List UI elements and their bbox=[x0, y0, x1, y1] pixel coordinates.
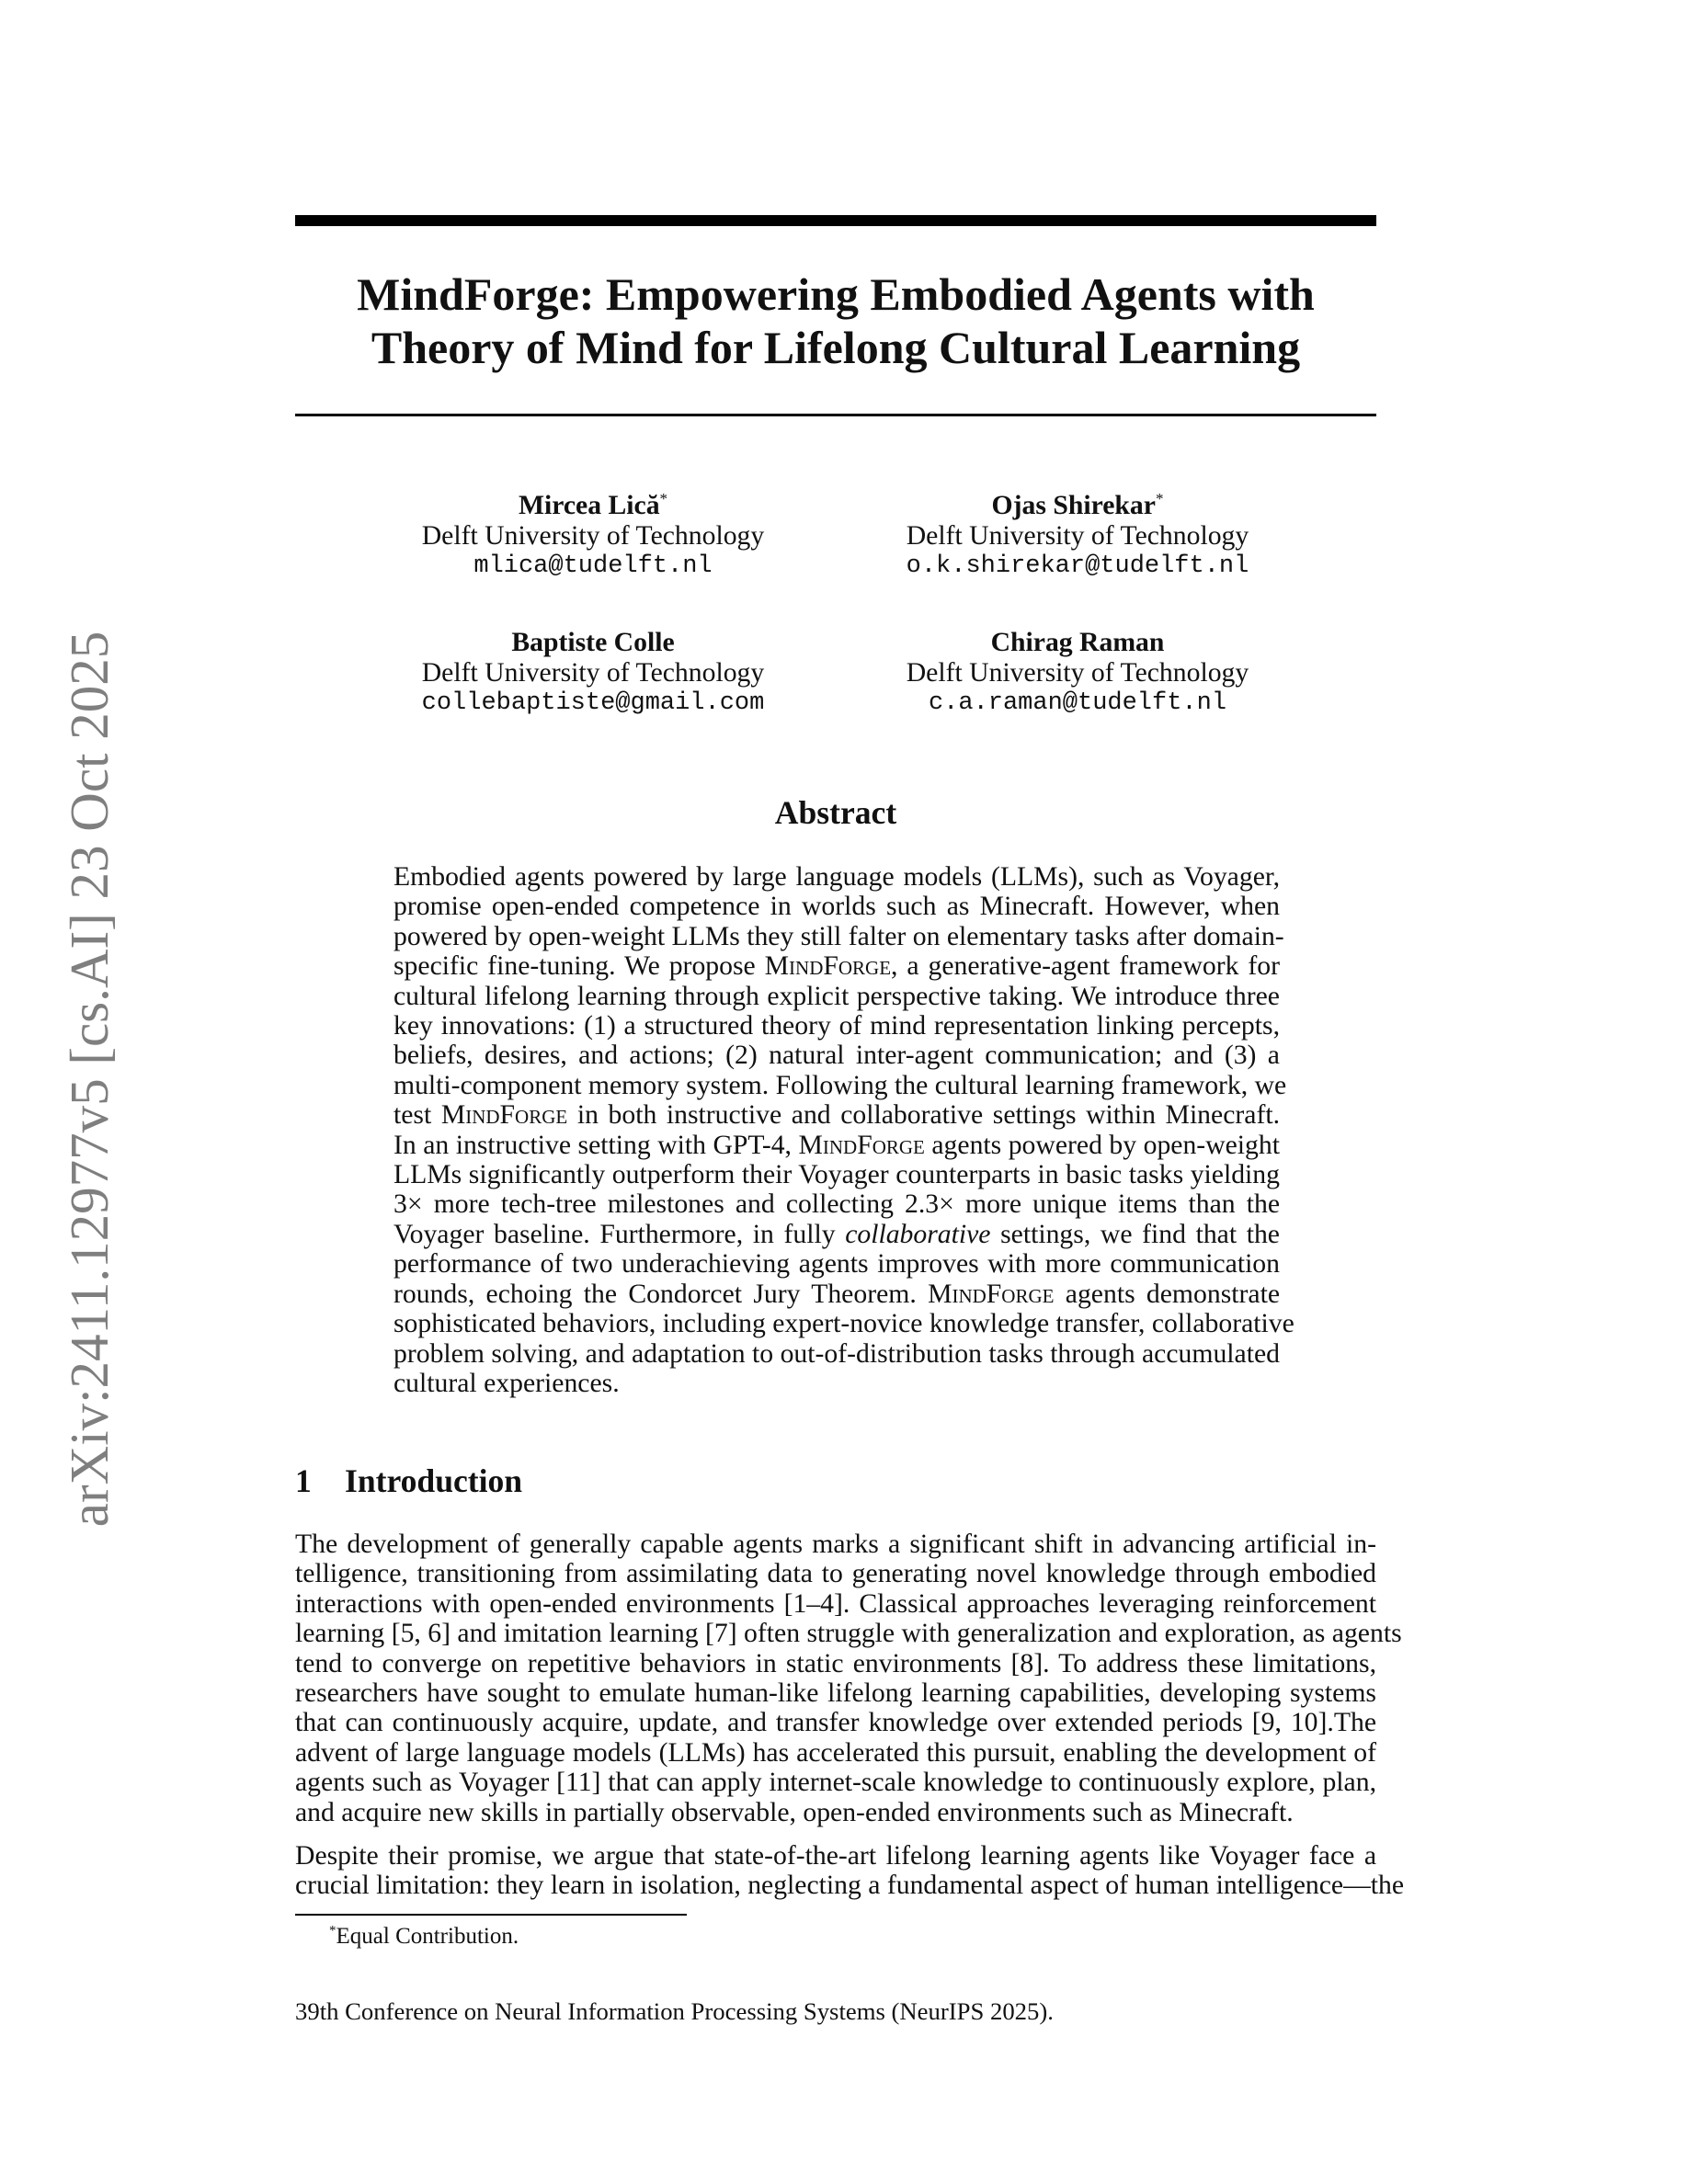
text-line: tend to converge on repetitive behaviors in static environments [8]. To address these limitations, bbox=[295, 1648, 1376, 1678]
text-line: that can continuously acquire, update, and transfer knowledge over extended periods [9, 10].The bbox=[295, 1708, 1376, 1738]
section-title: Introduction bbox=[345, 1462, 523, 1499]
text-line: learning [5, 6] and imitation learning [7] often struggle with generalization and exploration, as agents bbox=[295, 1619, 1402, 1649]
author-email[interactable]: o.k.shirekar@tudelft.nl bbox=[906, 552, 1249, 580]
text-line: powered by open-weight LLMs they still falter on elementary tasks after domain- bbox=[393, 921, 1284, 951]
text-line: key innovations: (1) a structured theory of mind representation linking percepts, bbox=[393, 1011, 1280, 1041]
footnote bbox=[329, 1924, 519, 1950]
text-line: telligence, transitioning from assimilating data to generating novel knowledge through embodied bbox=[295, 1559, 1376, 1589]
text-line: and acquire new skills in partially observable, open-ended environments such as Minecraft. bbox=[295, 1797, 1294, 1827]
arxiv-side-stamp: arXiv:2411.12977v5 [cs.AI] 23 Oct 2025 bbox=[59, 631, 120, 1528]
text-line: performance of two underachieving agents improves with more communication bbox=[393, 1249, 1280, 1280]
intro-paragraph-2 bbox=[295, 1841, 1405, 1901]
abstract-body bbox=[393, 862, 1295, 1398]
footnote-rule bbox=[295, 1914, 687, 1916]
author-affiliation: Delft University of Technology bbox=[906, 658, 1249, 688]
author-name bbox=[838, 491, 1317, 521]
text-line: researchers have sought to emulate human-like lifelong learning capabilities, developing systems bbox=[295, 1678, 1376, 1709]
author-name: Baptiste Colle bbox=[511, 628, 675, 657]
author-block bbox=[838, 628, 1317, 719]
conference-notice: 39th Conference on Neural Information Processing Systems (NeurIPS 2025). bbox=[295, 1997, 1054, 2025]
section-number: 1 bbox=[295, 1462, 312, 1499]
intro-paragraph-1 bbox=[295, 1530, 1402, 1827]
footnote-text: Equal Contribution. bbox=[336, 1924, 519, 1949]
author-name-text: Ojas Shirekar bbox=[991, 491, 1156, 520]
abstract-heading: Abstract bbox=[774, 794, 897, 831]
text-line: agents such as Voyager [11] that can apply internet-scale knowledge to continuously explore, plan, bbox=[295, 1768, 1376, 1798]
author-name-text: Mircea Lică bbox=[518, 491, 660, 520]
text-line: specific fine-tuning. We propose MindForge, a generative-agent framework for bbox=[393, 951, 1280, 982]
author-block bbox=[354, 491, 832, 582]
text-line: Embodied agents powered by large language models (LLMs), such as Voyager, bbox=[393, 862, 1280, 892]
title-top-rule bbox=[295, 215, 1376, 226]
text-line: Despite their promise, we argue that state-of-the-art lifelong learning agents like Voyager face a bbox=[295, 1841, 1376, 1871]
author-name bbox=[354, 491, 832, 521]
text-line: sophisticated behaviors, including expert-novice knowledge transfer, collaborative bbox=[393, 1309, 1295, 1339]
text-line: cultural experiences. bbox=[393, 1368, 620, 1398]
text-line: test MindForge in both instructive and collaborative settings within Minecraft. bbox=[393, 1100, 1281, 1131]
text-line: The development of generally capable agents marks a significant shift in advancing artificial in- bbox=[295, 1530, 1376, 1559]
text-line: 3× more tech-tree milestones and collecting 2.3× more unique items than the bbox=[393, 1189, 1280, 1220]
text-line: beliefs, desires, and actions; (2) natural inter-agent communication; and (3) a bbox=[393, 1041, 1280, 1071]
title-line-1: MindForge: Empowering Embodied Agents with bbox=[357, 268, 1315, 320]
text-line: promise open-ended competence in worlds such as Minecraft. However, when bbox=[393, 892, 1280, 922]
text-line: advent of large language models (LLMs) has accelerated this pursuit, enabling the development of bbox=[295, 1737, 1376, 1768]
text-line: In an instructive setting with GPT-4, MindForge agents powered by open-weight bbox=[393, 1130, 1280, 1160]
title-bottom-rule bbox=[295, 414, 1376, 416]
text-line: rounds, echoing the Condorcet Jury Theorem. MindForge agents demonstrate bbox=[393, 1279, 1281, 1309]
paper-title bbox=[295, 267, 1376, 374]
equal-contribution-mark: * bbox=[1155, 490, 1164, 508]
text-line: LLMs significantly outperform their Voyager counterparts in basic tasks yielding bbox=[393, 1160, 1280, 1190]
section-heading-introduction bbox=[295, 1464, 522, 1497]
text-line: cultural lifelong learning through explicit perspective taking. We introduce three bbox=[393, 981, 1280, 1011]
author-email[interactable]: collebaptiste@gmail.com bbox=[421, 689, 765, 717]
author-email[interactable]: c.a.raman@tudelft.nl bbox=[928, 689, 1227, 717]
text-line: Voyager baseline. Furthermore, in fully collaborative settings, we find that the bbox=[393, 1219, 1280, 1249]
author-block bbox=[838, 491, 1317, 582]
footnote-mark: * bbox=[329, 1923, 336, 1939]
author-email[interactable]: mlica@tudelft.nl bbox=[473, 552, 713, 580]
author-affiliation: Delft University of Technology bbox=[421, 521, 765, 551]
text-line: multi-component memory system. Following the cultural learning framework, we bbox=[393, 1070, 1287, 1100]
author-affiliation: Delft University of Technology bbox=[906, 521, 1249, 551]
author-name: Chirag Raman bbox=[990, 628, 1165, 657]
text-line: crucial limitation: they learn in isolation, neglecting a fundamental aspect of human intelligence—the bbox=[295, 1871, 1405, 1901]
text-line: interactions with open-ended environments [1–4]. Classical approaches leveraging reinforcement bbox=[295, 1588, 1376, 1619]
equal-contribution-mark: * bbox=[659, 490, 668, 508]
author-block bbox=[354, 628, 832, 719]
title-line-2: Theory of Mind for Lifelong Cultural Learning bbox=[371, 322, 1301, 373]
author-affiliation: Delft University of Technology bbox=[421, 658, 765, 688]
text-line: problem solving, and adaptation to out-of-distribution tasks through accumulated bbox=[393, 1338, 1280, 1369]
